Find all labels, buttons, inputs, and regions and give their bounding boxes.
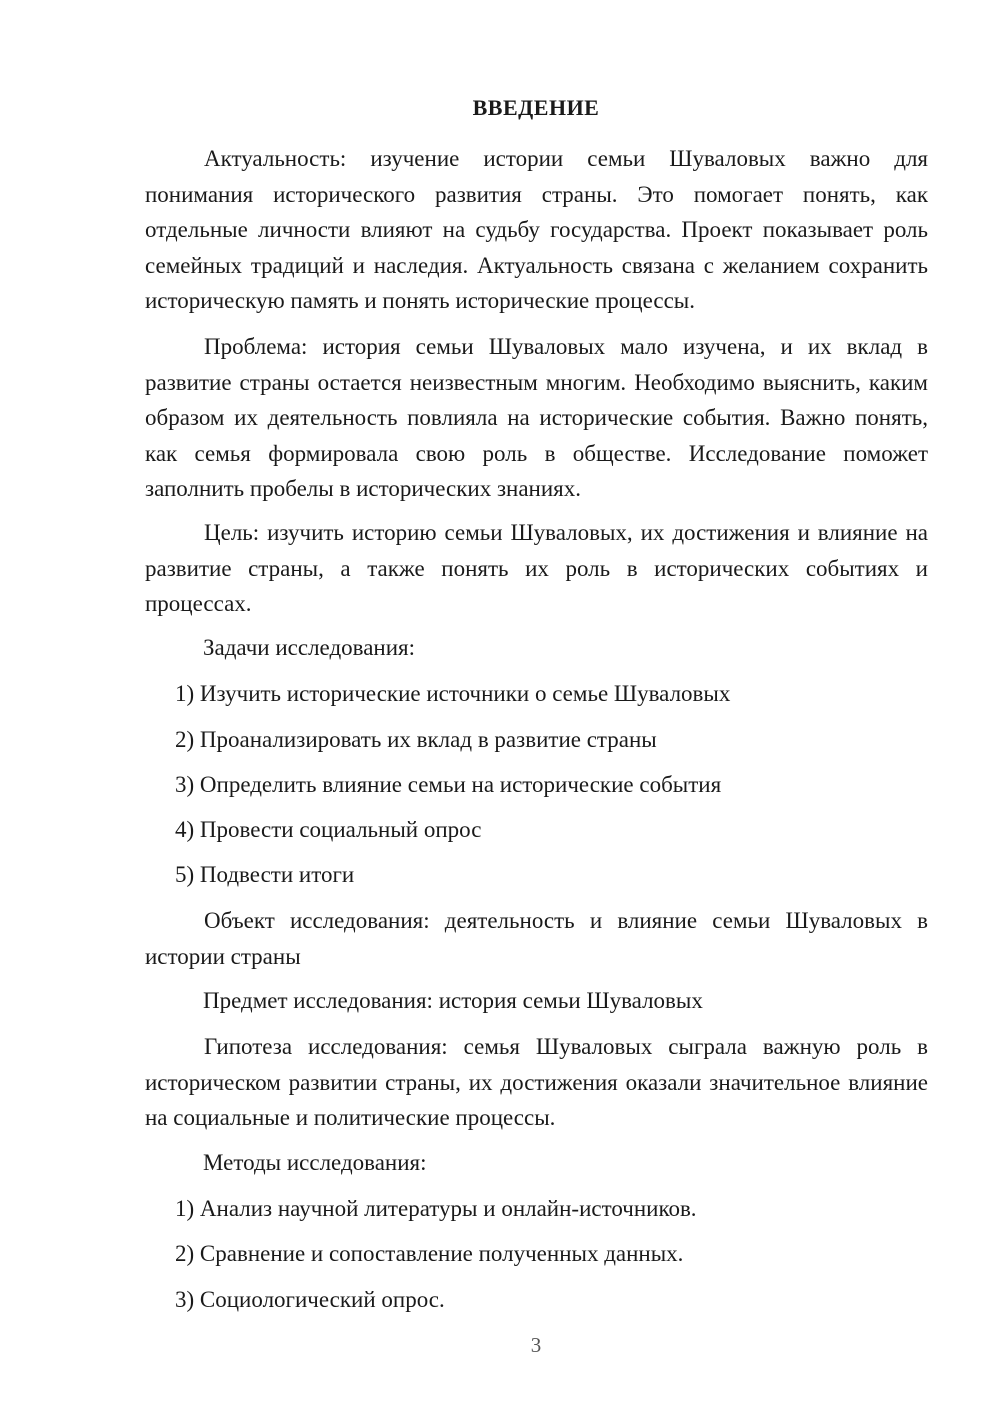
task-item: 3) Определить влияние семьи на исторические события xyxy=(175,772,722,797)
methods-heading: Методы исследования: xyxy=(203,1150,427,1175)
task-item: 1) Изучить исторические источники о семье Шуваловых xyxy=(175,681,731,706)
tasks-heading: Задачи исследования: xyxy=(203,635,416,660)
object-paragraph: Объект исследования: деятельность и влияние семьи Шуваловых в истории страны xyxy=(145,908,928,969)
goal-paragraph: Цель: изучить историю семьи Шуваловых, их достижения и влияние на развитие страны, а также понять их роль в исторических событиях и процессах. xyxy=(145,520,928,616)
page-title: ВВЕДЕНИЕ xyxy=(472,95,600,120)
relevance-paragraph: Актуальность: изучение истории семьи Шуваловых важно для понимания исторического развития страны. Это помогает понять, как отдельные личности влияют на судьбу государства. Проект показывает роль семейных традиций и наследия. Актуальность связана с желанием сохранить историческую память и понять исторические процессы. xyxy=(145,146,928,313)
method-item: 2) Сравнение и сопоставление полученных данных. xyxy=(175,1241,684,1266)
method-item: 1) Анализ научной литературы и онлайн-источников. xyxy=(175,1196,697,1221)
task-item: 5) Подвести итоги xyxy=(175,862,355,887)
task-item: 4) Провести социальный опрос xyxy=(175,817,482,842)
task-item: 2) Проанализировать их вклад в развитие страны xyxy=(175,727,657,752)
hypothesis-paragraph: Гипотеза исследования: семья Шуваловых сыграла важную роль в историческом развитии страны, их достижения оказали значительное влияние на социальные и политические процессы. xyxy=(145,1034,928,1130)
subject-line: Предмет исследования: история семьи Шуваловых xyxy=(203,988,703,1013)
method-item: 3) Социологический опрос. xyxy=(175,1287,445,1312)
page-number: 3 xyxy=(530,1333,542,1357)
problem-paragraph: Проблема: история семьи Шуваловых мало изучена, и их вклад в развитие страны остается неизвестным многим. Необходимо выяснить, каким образом их деятельность повлияла на исторические события. Важно понять, как семья формировала свою роль в обществе. Исследование поможет заполнить пробелы в исторических знаниях. xyxy=(145,334,928,501)
